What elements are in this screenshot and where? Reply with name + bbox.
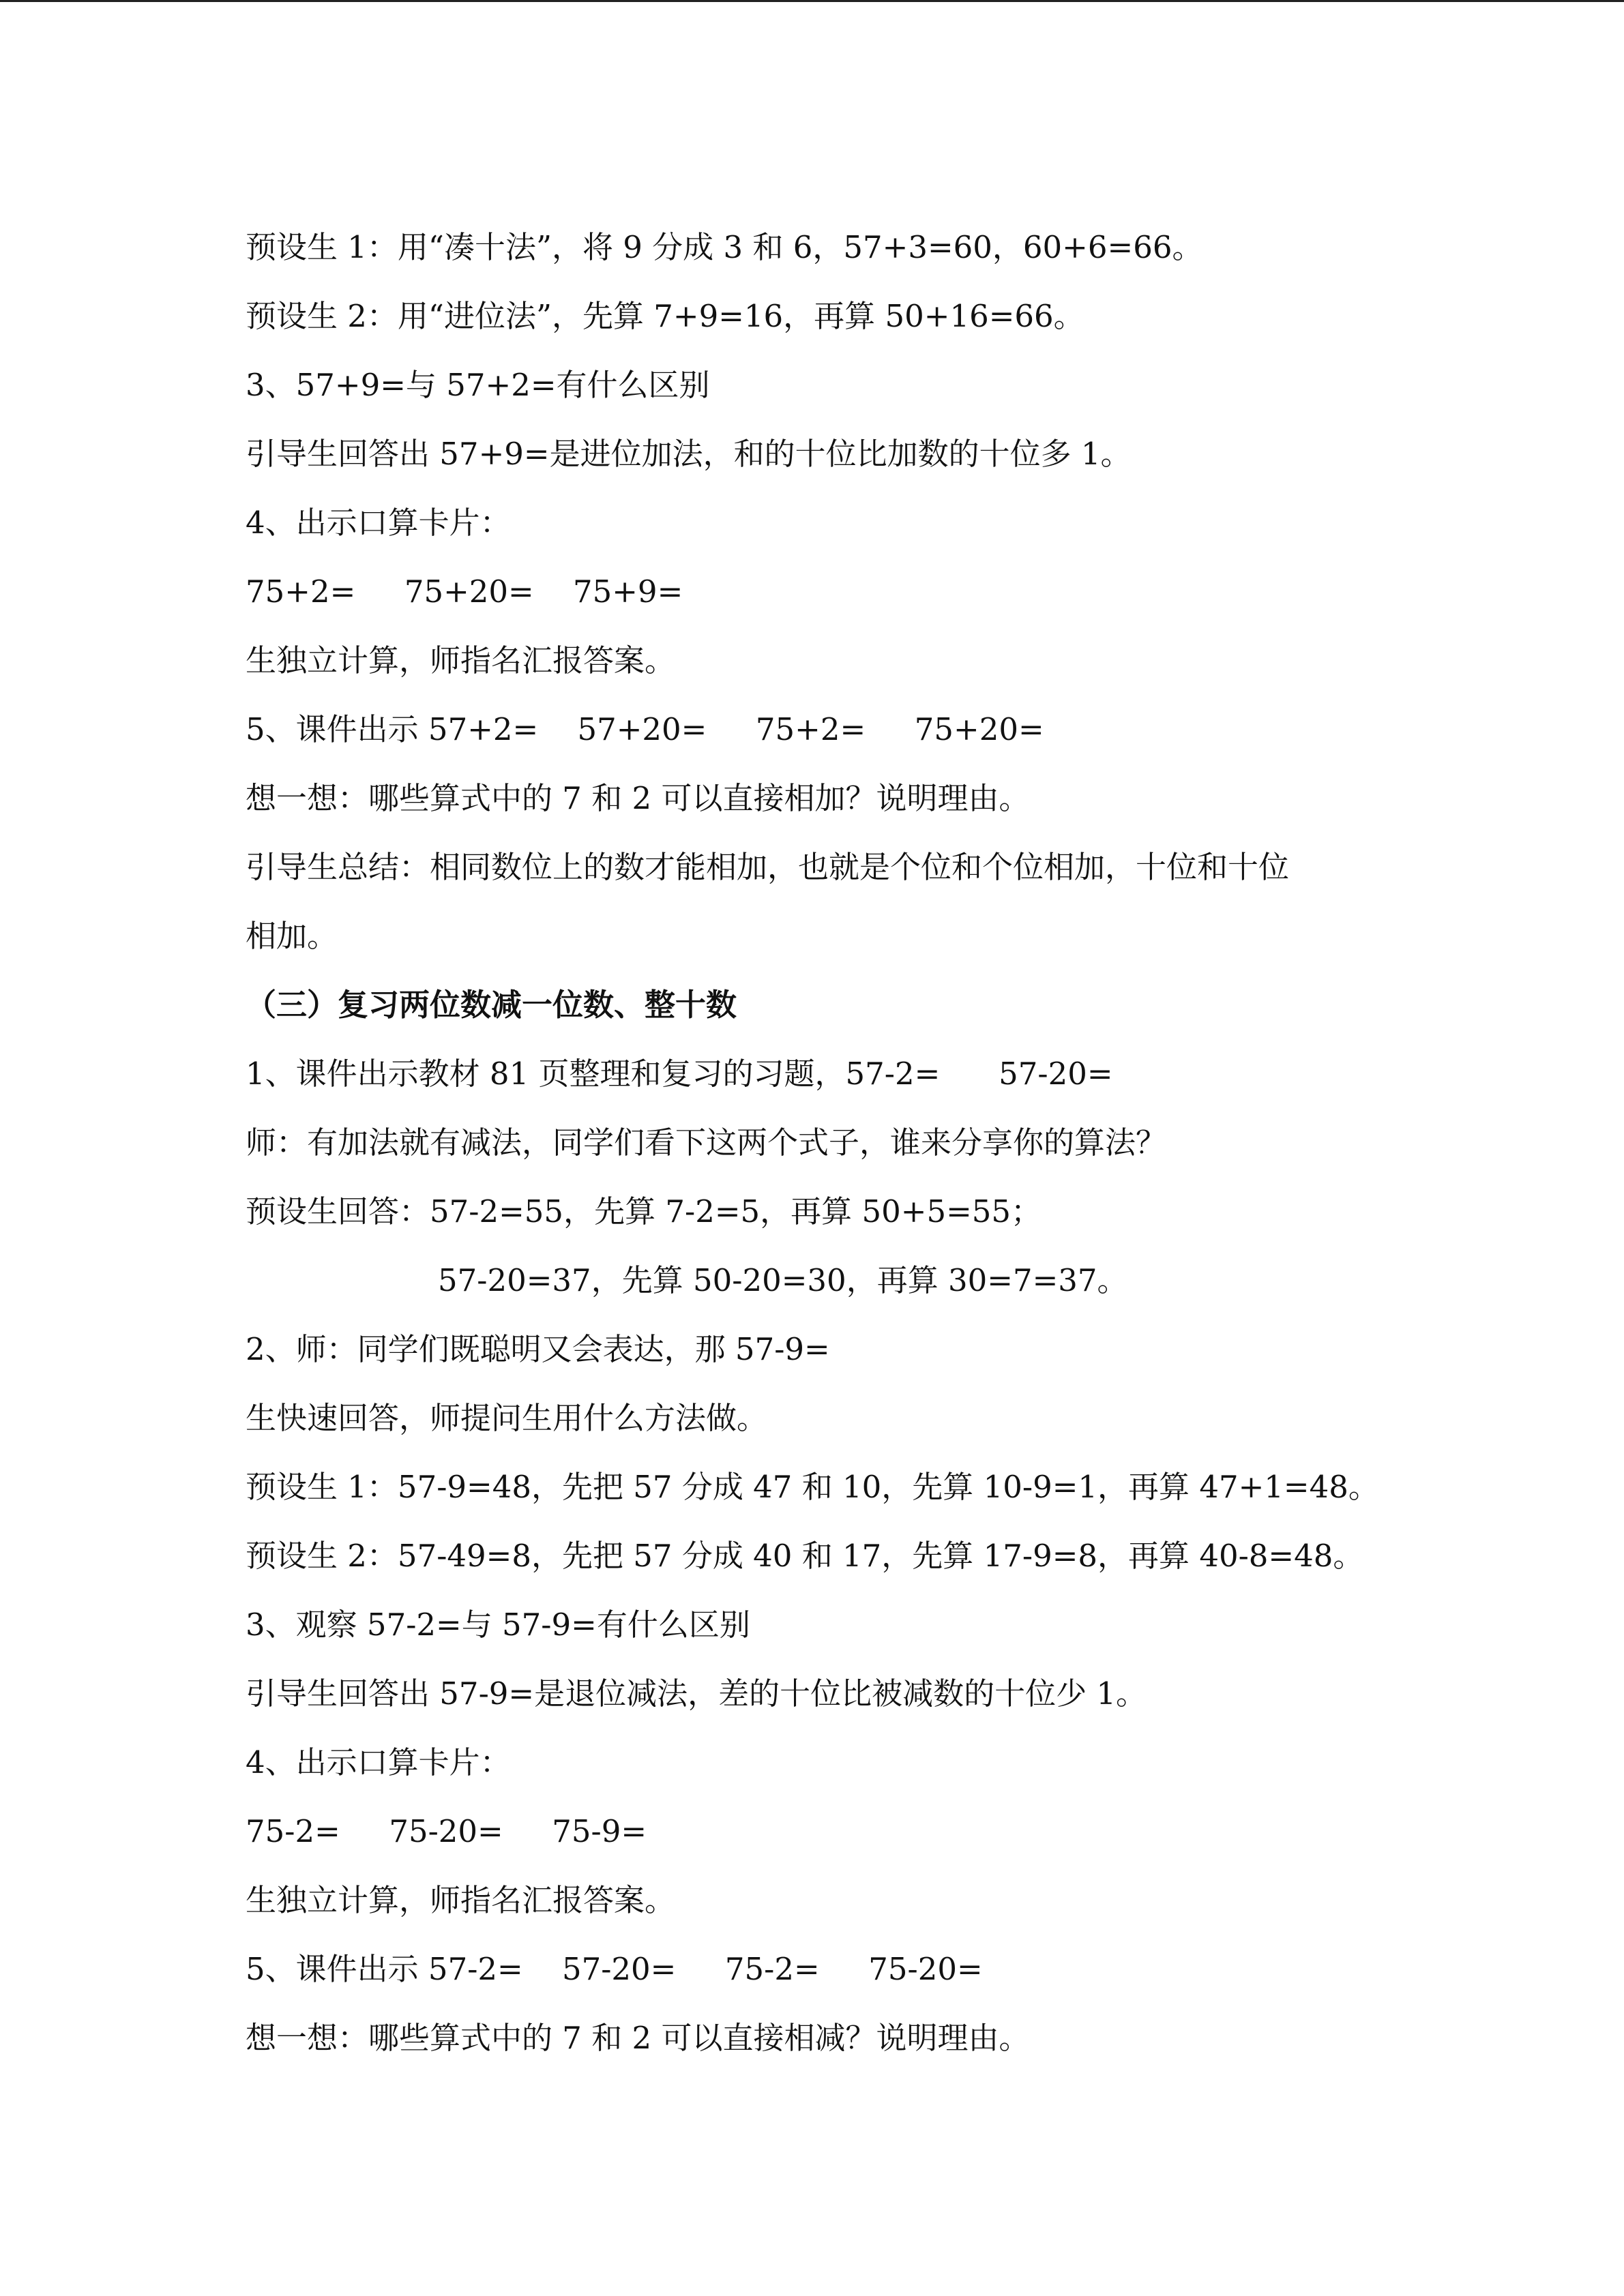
paragraph-line: 4、出示口算卡片：: [246, 505, 511, 541]
paragraph-line: 生快速回答，师提问生用什么方法做。: [246, 1400, 768, 1436]
paragraph-line: 5、课件出示 57-2= 57-20= 75-2= 75-20=: [246, 1951, 983, 1987]
paragraph-line: 预设生 1：用“凑十法”，将 9 分成 3 和 6，57+3=60，60+6=66。: [246, 229, 1203, 265]
paragraph-line: 4、出示口算卡片：: [246, 1744, 511, 1780]
section-heading: （三）复习两位数减一位数、整十数: [246, 987, 737, 1023]
page-top-border: [0, 0, 1624, 2]
paragraph-line: 预设生 2：57-49=8，先把 57 分成 40 和 17，先算 17-9=8，再算 40-8=48。: [246, 1538, 1364, 1574]
paragraph-line: 师：有加法就有减法，同学们看下这两个式子，谁来分享你的算法？: [246, 1124, 1167, 1161]
paragraph-line: 预设生回答：57-2=55，先算 7-2=5，再算 50+5=55；: [246, 1193, 1042, 1229]
paragraph-line: 1、课件出示教材 81 页整理和复习的习题，57-2= 57-20=: [246, 1056, 1113, 1092]
paragraph-line: 5、课件出示 57+2= 57+20= 75+2= 75+20=: [246, 711, 1044, 747]
paragraph-line: 预设生 1：57-9=48，先把 57 分成 47 和 10，先算 10-9=1，再算 47+1=48。: [246, 1469, 1379, 1505]
paragraph-line: 75+2= 75+20= 75+9=: [246, 573, 683, 610]
paragraph-line: 相加。: [246, 918, 338, 954]
paragraph-line: 2、师：同学们既聪明又会表达，那 57-9=: [246, 1331, 830, 1367]
paragraph-line: 57-20=37，先算 50-20=30，再算 30=7=37。: [438, 1262, 1128, 1298]
paragraph-line: 生独立计算，师指名汇报答案。: [246, 1882, 676, 1918]
paragraph-line: 预设生 2：用“进位法”，先算 7+9=16，再算 50+16=66。: [246, 298, 1084, 334]
paragraph-line: 想一想：哪些算式中的 7 和 2 可以直接相减？说明理由。: [246, 2020, 1030, 2056]
paragraph-line: 引导生回答出 57+9=是进位加法，和的十位比加数的十位多 1。: [246, 436, 1132, 472]
paragraph-line: 引导生总结：相同数位上的数才能相加，也就是个位和个位相加，十位和十位: [246, 849, 1290, 885]
paragraph-line: 引导生回答出 57-9=是退位减法，差的十位比被减数的十位少 1。: [246, 1675, 1147, 1712]
paragraph-line: 3、观察 57-2=与 57-9=有什么区别: [246, 1607, 750, 1643]
paragraph-line: 想一想：哪些算式中的 7 和 2 可以直接相加？说明理由。: [246, 780, 1030, 816]
paragraph-line: 3、57+9=与 57+2=有什么区别: [246, 367, 710, 403]
paragraph-line: 生独立计算，师指名汇报答案。: [246, 642, 676, 679]
paragraph-line: 75-2= 75-20= 75-9=: [246, 1813, 647, 1849]
document-body: [246, 213, 1405, 2072]
